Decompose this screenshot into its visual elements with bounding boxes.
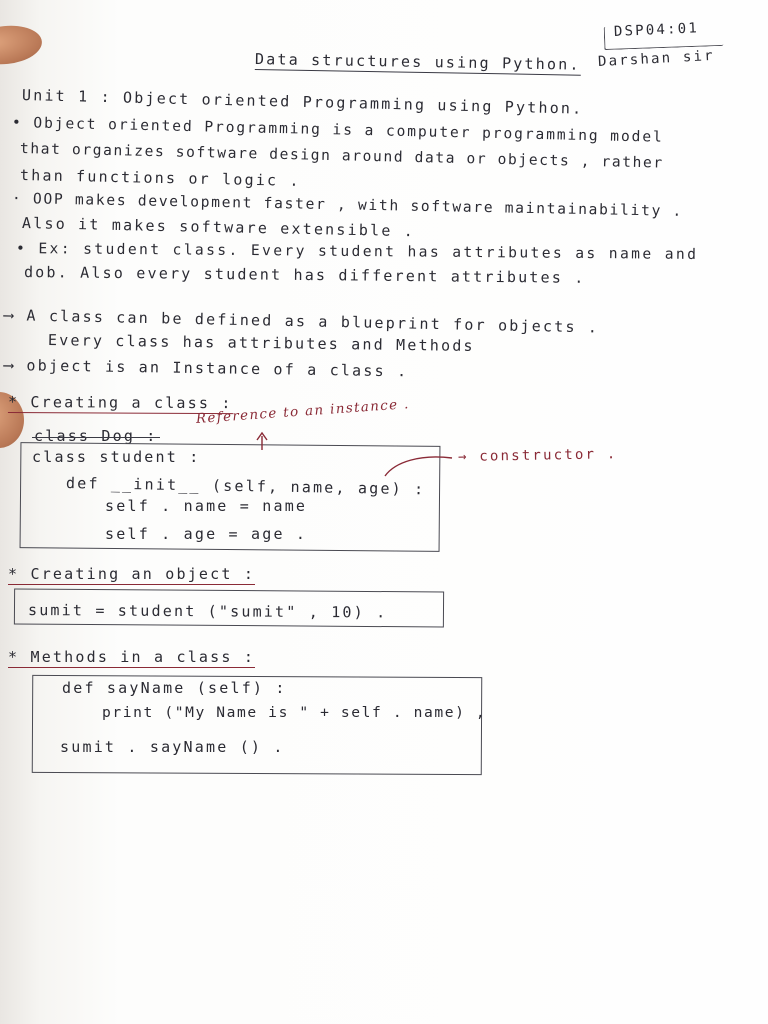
code-method-print-line: print ("My Name is " + self . name) , bbox=[102, 704, 487, 721]
right-arrow-icon: ⟶ bbox=[3, 356, 27, 375]
arrow-note-1-line2: Every class has attributes and Methods bbox=[47, 331, 475, 355]
heading-methods bbox=[8, 648, 255, 666]
arrow-note-1-text: A class can be defined as a blueprint for objects . bbox=[26, 306, 600, 337]
author: Darshan sir bbox=[597, 47, 716, 70]
bullet1-line1: • Object oriented Programming is a computer programming model bbox=[11, 114, 664, 146]
annotation-constructor-text: constructor . bbox=[479, 446, 618, 465]
code-age-line: self . age = age . bbox=[105, 525, 308, 543]
annotation-self: Reference to an instance . bbox=[195, 397, 411, 427]
arrow-note-2-text: object is an Instance of a class . bbox=[26, 356, 409, 381]
bullet3-line1: • Ex: student class. Every student has attributes as name and bbox=[15, 240, 699, 263]
page-title-text: Data structures using Python. bbox=[254, 50, 581, 74]
constructor-arrow-icon: → bbox=[457, 448, 480, 465]
bullet2-line2: Also it makes software extensible . bbox=[21, 214, 416, 241]
right-arrow-icon: ⟶ bbox=[3, 306, 27, 325]
code-object-line: sumit = student ("sumit" , 10) . bbox=[27, 601, 388, 622]
code-class-line: class student : bbox=[32, 448, 201, 466]
heading-creating-class bbox=[8, 393, 233, 412]
heading-creating-object bbox=[8, 565, 255, 583]
bullet1-line3: than functions or logic . bbox=[19, 166, 301, 190]
heading-methods-text: * Methods in a class : bbox=[8, 648, 256, 666]
bullet2-line1: · OOP makes development faster , with software maintainability . bbox=[11, 190, 684, 220]
bullet3-line2: dob. Also every student has different attributes . bbox=[23, 263, 586, 287]
struck-text: class Dog : bbox=[34, 427, 158, 445]
ref-code: DSP04:01 bbox=[613, 20, 700, 40]
heading-creating-class-text: * Creating a class : bbox=[7, 393, 233, 413]
unit-title: Unit 1 : Object oriented Programming using Python. bbox=[21, 86, 584, 118]
heading-creating-object-text: * Creating an object : bbox=[8, 565, 256, 583]
annotation-constructor bbox=[458, 446, 618, 465]
bullet1-line2: that organizes software design around data or objects , rather bbox=[19, 140, 664, 172]
code-name-line: self . name = name bbox=[105, 497, 308, 515]
code-init-line: def __init__ (self, name, age) : bbox=[65, 474, 426, 499]
code-method-def-line: def sayName (self) : bbox=[62, 679, 287, 697]
code-method-call-line: sumit . sayName () . bbox=[60, 738, 285, 756]
